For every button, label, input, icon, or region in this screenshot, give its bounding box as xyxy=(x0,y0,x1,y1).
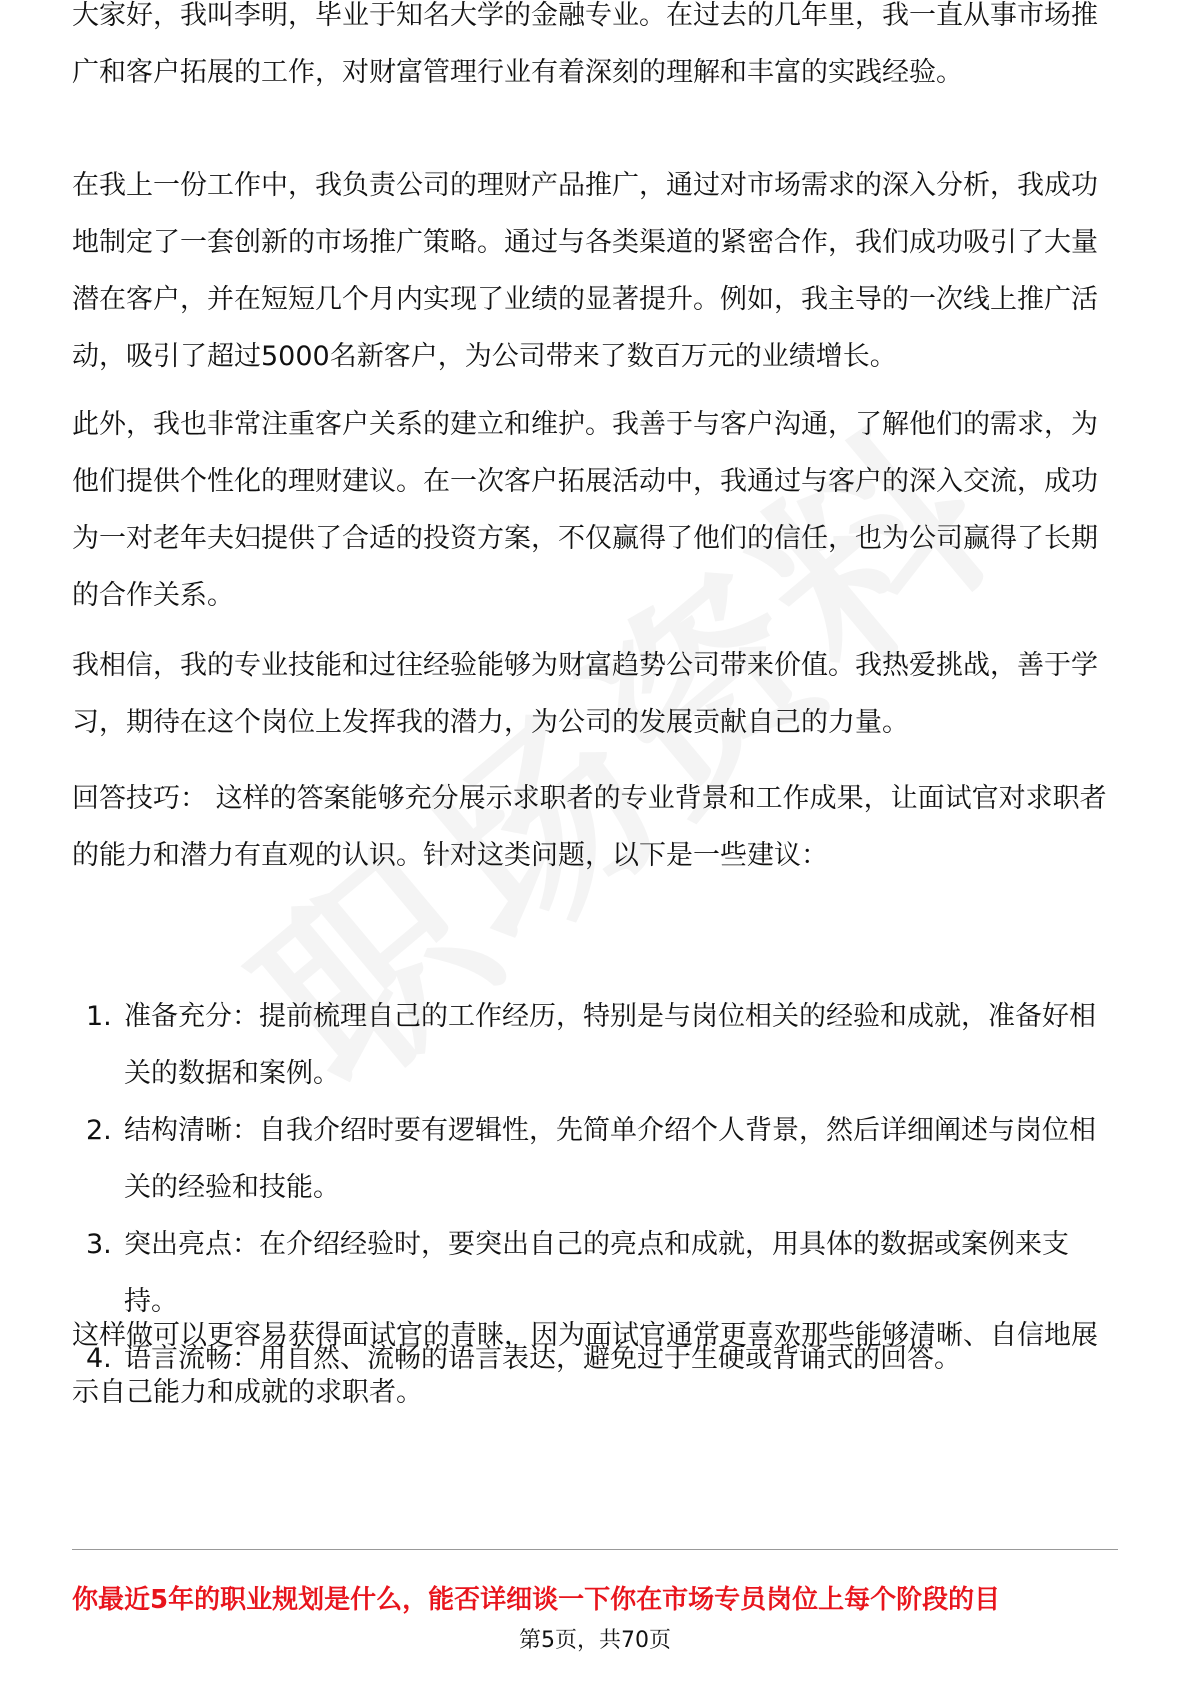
customer-relations-paragraph: 此外，我也非常注重客户关系的建立和维护。我善于与客户沟通，了解他们的需求，为他们提供个性化的理财建议。在一次客户拓展活动中，我通过与客户的深入交流，成功为一对老年夫妇提供了合适的投资方案，不仅赢得了他们的信任，也为公司赢得了长期的合作关系。 xyxy=(72,409,1098,611)
list-item-number: 3. xyxy=(86,1229,112,1260)
list-item-number: 2. xyxy=(86,1115,112,1146)
intro-paragraph: 大家好，我叫李明，毕业于知名大学的金融专业。在过去的几年里，我一直从事市场推广和客户拓展的工作，对财富管理行业有着深刻的理解和丰富的实践经验。 xyxy=(72,0,1098,88)
list-item-number: 1. xyxy=(86,1001,112,1032)
section-divider xyxy=(72,1549,1118,1550)
list-item-number: 4. xyxy=(86,1343,112,1374)
list-item-text: 语言流畅：用自然、流畅的语言表达，避免过于生硬或背诵式的回答。 xyxy=(124,1343,961,1374)
closing-statement-paragraph: 我相信，我的专业技能和过往经验能够为财富趋势公司带来价值。我热爱挑战，善于学习，期待在这个岗位上发挥我的潜力，为公司的发展贡献自己的力量。 xyxy=(72,650,1098,738)
list-item xyxy=(72,988,1118,1102)
next-question-heading: 你最近5年的职业规划是什么，能否详细谈一下你在市场专员岗位上每个阶段的目 xyxy=(72,1585,1001,1615)
list-item-text: 结构清晰：自我介绍时要有逻辑性，先简单介绍个人背景，然后详细阐述与岗位相关的经验和技能。 xyxy=(124,1115,1096,1203)
list-item xyxy=(72,1102,1118,1216)
list-item-text: 准备充分：提前梳理自己的工作经历，特别是与岗位相关的经验和成就，准备好相关的数据和案例。 xyxy=(124,1001,1096,1089)
answer-tips-paragraph: 回答技巧： 这样的答案能够充分展示求职者的专业背景和工作成果，让面试官对求职者的能力和潜力有直观的认识。针对这类问题，以下是一些建议： xyxy=(72,783,1107,871)
experience-paragraph: 在我上一份工作中，我负责公司的理财产品推广，通过对市场需求的深入分析，我成功地制定了一套创新的市场推广策略。通过与各类渠道的紧密合作，我们成功吸引了大量潜在客户，并在短短几个月内实现了业绩的显著提升。例如，我主导的一次线上推广活动，吸引了超过5000名新客户，为公司带来了数百万元的业绩增长。 xyxy=(72,170,1098,372)
list-item-text: 突出亮点：在介绍经验时，要突出自己的亮点和成就，用具体的数据或案例来支持。 xyxy=(124,1229,1069,1317)
conclusion-paragraph: 这样做可以更容易获得面试官的青睐，因为面试官通常更喜欢那些能够清晰、自信地展示自己能力和成就的求职者。 xyxy=(72,1320,1098,1408)
page-number: 第5页，共70页 xyxy=(519,1628,671,1653)
